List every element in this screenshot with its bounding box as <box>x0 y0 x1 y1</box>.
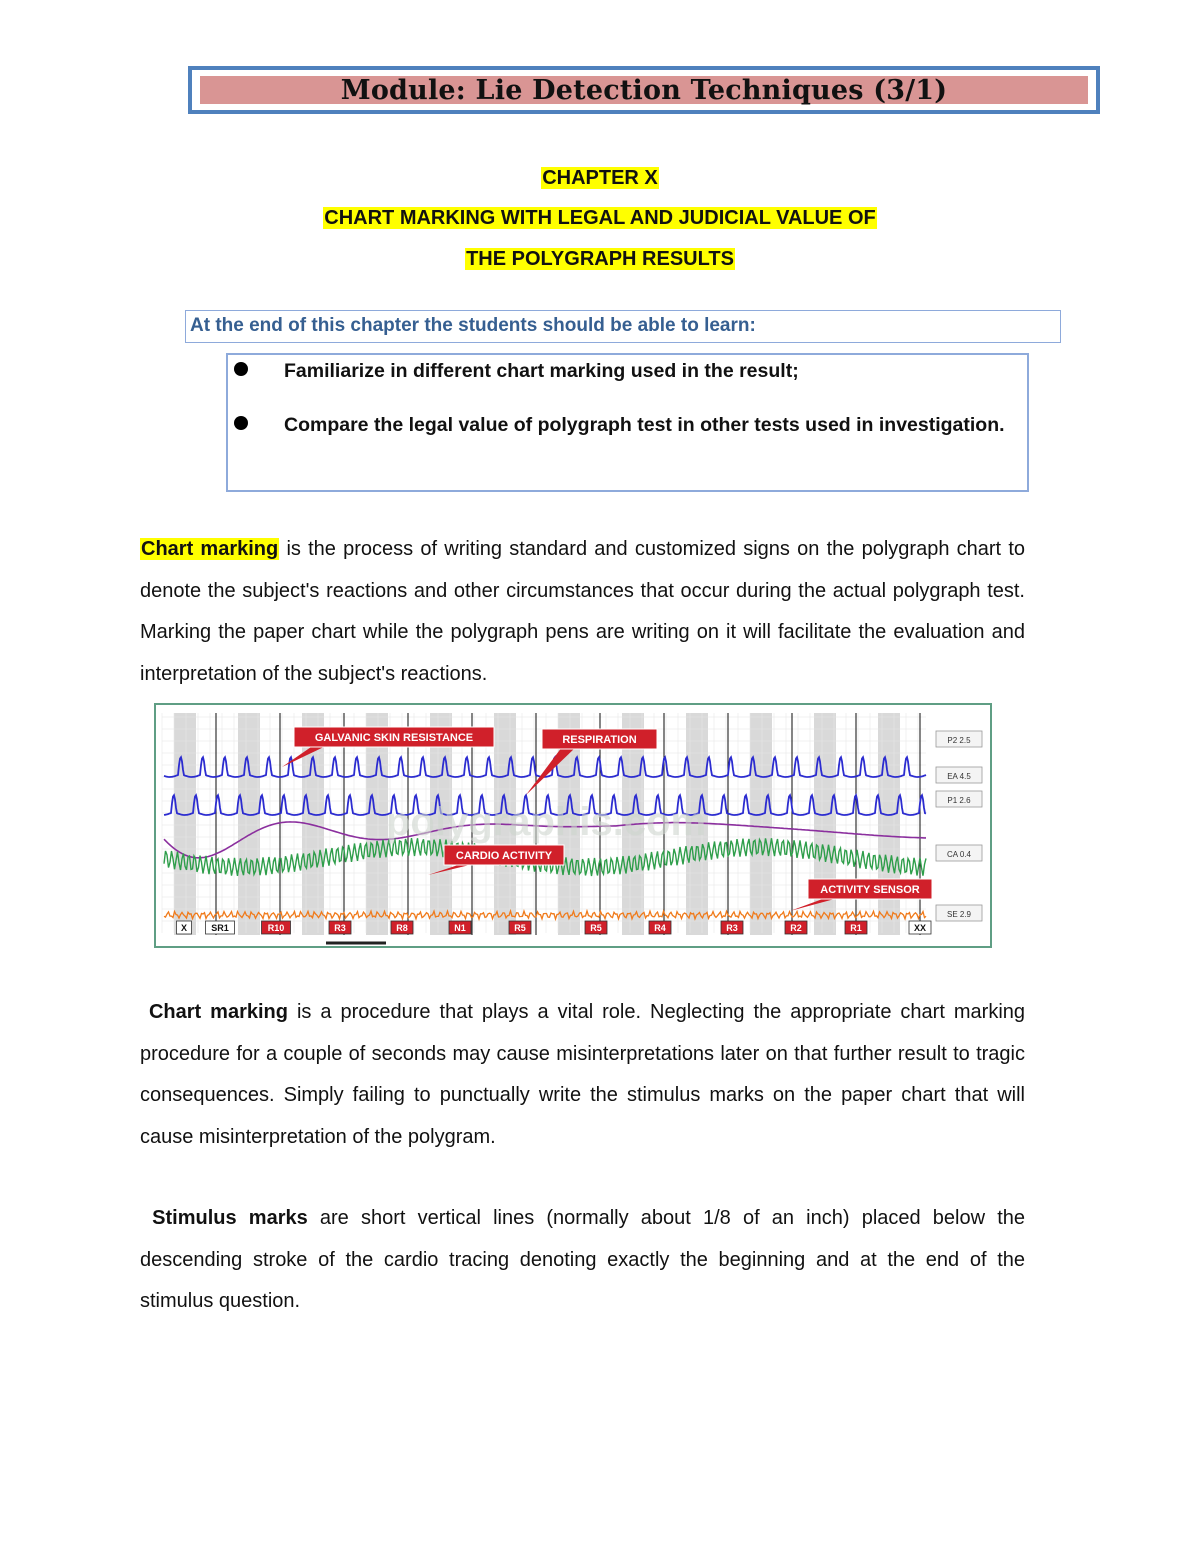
term-chart-marking: Chart marking <box>141 538 279 560</box>
chart-band <box>174 713 196 935</box>
respiration-label-text: RESPIRATION <box>562 734 637 746</box>
channel-tag <box>936 791 982 807</box>
polygraph-chart-image <box>156 705 990 946</box>
gsr-label-text: GALVANIC SKIN RESISTANCE <box>314 732 474 744</box>
stimulus-marker <box>449 921 471 934</box>
stimulus-marker-text: R1 <box>850 923 862 933</box>
objective-item-text: Familiarize in different chart marking used in the result; <box>284 360 799 382</box>
channel-tag-text: P1 2.6 <box>947 796 971 805</box>
bullet-icon <box>234 416 248 430</box>
objectives-heading: At the end of this chapter the students should be able to learn: <box>185 310 1061 343</box>
term-chart-marking-bold: Chart marking <box>148 1001 288 1023</box>
chapter-title-line2 <box>0 248 1200 271</box>
stimulus-marker-text: R4 <box>654 923 666 933</box>
paragraph-stimulus-marks <box>140 1198 1025 1323</box>
channel-tag-text: EA 4.5 <box>947 772 971 781</box>
chart-band <box>878 713 900 935</box>
stimulus-marker-text: R8 <box>396 923 408 933</box>
channel-tag-text: SE 2.9 <box>946 910 972 919</box>
stimulus-marker <box>329 921 351 934</box>
polygraph-chart-figure <box>154 703 992 948</box>
stimulus-marker <box>585 921 607 934</box>
stimulus-marker-text: R5 <box>590 923 602 933</box>
module-header-box <box>188 66 1100 114</box>
chapter-number-text: CHAPTER X <box>542 167 658 189</box>
objective-item-text: Compare the legal value of polygraph test in other tests used in investigation. <box>284 414 1005 436</box>
paragraph-chart-marking-role <box>140 992 1025 1158</box>
channel-tag-text: CA 0.4 <box>946 850 972 859</box>
stimulus-marker-text: X <box>180 923 188 933</box>
objective-item <box>232 351 1023 391</box>
stimulus-marker-text: R5 <box>514 923 526 933</box>
stimulus-marker <box>177 921 192 934</box>
chart-band <box>238 713 260 935</box>
module-header-fill <box>200 76 1088 104</box>
stimulus-marker-text: SR1 <box>211 923 229 933</box>
stimulus-marker <box>509 921 531 934</box>
module-title: Module: Lie Detection Techniques (3/1) <box>340 74 948 106</box>
stimulus-marker-text: XX <box>913 923 927 933</box>
stimulus-marker <box>391 921 413 934</box>
stimulus-marker <box>845 921 867 934</box>
channel-tag <box>936 845 982 861</box>
stimulus-marker-text: N1 <box>454 923 466 933</box>
stimulus-marker-text: R3 <box>726 923 738 933</box>
chapter-title-line1 <box>0 207 1200 230</box>
channel-tag <box>936 731 982 747</box>
paragraph-text: are short vertical lines (normally about 1/8 of an inch) placed below the descending stroke of the cardio tracing denoting exactly the beginning and at the end of the stimulus question. <box>140 1207 1026 1312</box>
activity-label-text: ACTIVITY SENSOR <box>820 884 920 896</box>
stimulus-marker <box>206 921 235 934</box>
stimulus-marker <box>649 921 671 934</box>
stimulus-marker-text: R10 <box>267 923 285 933</box>
stimulus-marker <box>785 921 807 934</box>
chapter-title-line2-text: THE POLYGRAPH RESULTS <box>466 248 734 270</box>
paragraph-chart-marking-definition <box>140 529 1025 695</box>
watermark-text: polygraphis.com <box>386 800 707 844</box>
term-stimulus-marks: Stimulus marks <box>152 1207 308 1229</box>
stimulus-marker <box>721 921 743 934</box>
chapter-number <box>0 167 1200 190</box>
stimulus-marker-text: R2 <box>790 923 802 933</box>
paragraph-text: is the process of writing standard and customized signs on the polygraph chart to denote the subject's reactions and other circumstances that occur during the actual polygraph test. Marking the paper chart while the polygraph pens are writing on it will facilitate the evaluation and interpretation of the subject's reactions. <box>140 538 1025 685</box>
cardio-label-text: CARDIO ACTIVITY <box>455 850 553 862</box>
channel-tag <box>936 905 982 921</box>
stimulus-marker <box>909 921 931 934</box>
chart-band <box>750 713 772 935</box>
stimulus-marker-text: R3 <box>334 923 346 933</box>
objective-item <box>232 405 1023 445</box>
paragraph-text: is a procedure that plays a vital role. Neglecting the appropriate chart marking procedure for a couple of seconds may cause misinterpretations later on that further result to tragic consequences. Simply failing to punctually write the stimulus marks on the paper chart that will cause misinterpretation of the polygram. <box>140 1001 1026 1148</box>
stimulus-marker <box>262 921 291 934</box>
bullet-icon <box>234 362 248 376</box>
objectives-list <box>226 353 1029 492</box>
channel-tag-text: P2 2.5 <box>947 736 971 745</box>
chapter-title-line1-text: CHART MARKING WITH LEGAL AND JUDICIAL VALUE OF <box>324 207 876 229</box>
channel-tag <box>936 767 982 783</box>
